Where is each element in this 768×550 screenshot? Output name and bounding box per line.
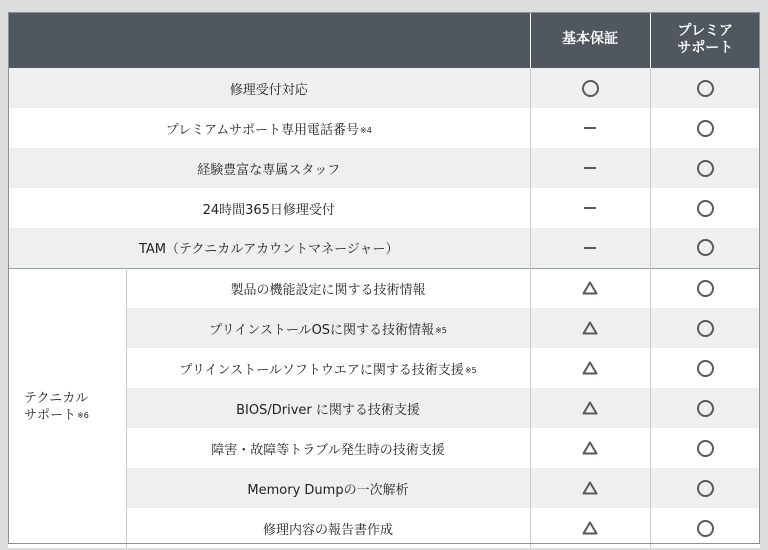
triangle-mark-icon bbox=[582, 281, 598, 295]
feature-label: 障害・故障等トラブル発生時の技術支援 bbox=[211, 442, 445, 458]
feature-label: 24時間365日修理受付 bbox=[202, 202, 335, 218]
premium-support-cell bbox=[650, 188, 760, 228]
feature-label: プレミアムサポート専用電話番号 bbox=[165, 122, 359, 138]
basic-warranty-cell bbox=[530, 108, 650, 148]
dash-mark-icon bbox=[584, 247, 596, 249]
premium-support-cell bbox=[650, 148, 760, 188]
feature-label-cell bbox=[8, 228, 530, 268]
premium-support-cell bbox=[650, 468, 760, 508]
table-row bbox=[8, 148, 760, 188]
comparison-table-frame bbox=[8, 12, 760, 544]
premium-support-cell bbox=[650, 428, 760, 468]
circle-mark-icon bbox=[697, 440, 714, 457]
basic-warranty-cell bbox=[530, 268, 650, 308]
basic-warranty-cell bbox=[530, 508, 650, 548]
table-row bbox=[8, 228, 760, 268]
feature-label: BIOS/Driver に関する技術支援 bbox=[236, 402, 420, 418]
feature-label: 製品の機能設定に関する技術情報 bbox=[230, 282, 426, 298]
basic-warranty-cell bbox=[530, 228, 650, 268]
feature-label-cell bbox=[126, 308, 530, 348]
feature-label-cell bbox=[126, 268, 530, 308]
feature-label: Memory Dumpの一次解析 bbox=[247, 482, 409, 498]
table-row bbox=[8, 68, 760, 108]
premium-support-cell bbox=[650, 348, 760, 388]
feature-label: プリインストールソフトウエアに関する技術支援 bbox=[179, 362, 464, 378]
circle-mark-icon bbox=[697, 480, 714, 497]
group-label-line1: テクニカル bbox=[24, 391, 89, 407]
basic-warranty-cell bbox=[530, 148, 650, 188]
circle-mark-icon bbox=[697, 320, 714, 337]
feature-label: 修理内容の報告書作成 bbox=[262, 522, 393, 538]
basic-warranty-cell bbox=[530, 348, 650, 388]
feature-label-cell bbox=[126, 388, 530, 428]
circle-mark-icon bbox=[582, 80, 599, 97]
footnote-ref: ※5 bbox=[464, 365, 477, 375]
circle-mark-icon bbox=[697, 160, 714, 177]
circle-mark-icon bbox=[697, 520, 714, 537]
header-feature-column bbox=[8, 12, 530, 68]
triangle-mark-icon bbox=[582, 481, 598, 495]
feature-label: プリインストールOSに関する技術情報 bbox=[209, 322, 435, 338]
circle-mark-icon bbox=[697, 400, 714, 417]
premium-support-cell bbox=[650, 508, 760, 548]
circle-mark-icon bbox=[697, 120, 714, 137]
premium-support-cell bbox=[650, 228, 760, 268]
header-premium-label-line1: プレミア bbox=[677, 22, 733, 39]
dash-mark-icon bbox=[584, 127, 596, 129]
footnote-ref: ※5 bbox=[435, 325, 447, 335]
footnote-ref: ※4 bbox=[360, 125, 372, 135]
basic-warranty-cell bbox=[530, 468, 650, 508]
feature-label-cell bbox=[126, 468, 530, 508]
table-row bbox=[8, 268, 760, 308]
premium-support-cell bbox=[650, 308, 760, 348]
premium-support-cell bbox=[650, 268, 760, 308]
basic-warranty-cell bbox=[530, 308, 650, 348]
premium-support-cell bbox=[650, 388, 760, 428]
table-row bbox=[8, 188, 760, 228]
triangle-mark-icon bbox=[582, 321, 598, 335]
circle-mark-icon bbox=[697, 80, 714, 97]
circle-mark-icon bbox=[697, 360, 714, 377]
feature-label: 経験豊富な専属スタッフ bbox=[197, 162, 341, 178]
circle-mark-icon bbox=[697, 200, 714, 217]
table-header-row bbox=[8, 12, 760, 68]
feature-label: 修理受付対応 bbox=[229, 82, 308, 98]
triangle-mark-icon bbox=[582, 521, 598, 535]
table-row bbox=[8, 108, 760, 148]
feature-label-cell bbox=[8, 148, 530, 188]
support-comparison-table bbox=[8, 12, 760, 548]
technical-support-group-label bbox=[8, 268, 126, 548]
basic-warranty-cell bbox=[530, 68, 650, 108]
basic-warranty-cell bbox=[530, 388, 650, 428]
header-premium-label-line2: サポート bbox=[677, 40, 734, 56]
triangle-mark-icon bbox=[582, 401, 598, 415]
feature-label-cell bbox=[126, 508, 530, 548]
feature-label-cell bbox=[8, 108, 530, 148]
footnote-ref: ※6 bbox=[77, 411, 89, 421]
table-body bbox=[8, 68, 760, 548]
feature-label: TAM（テクニカルアカウントマネージャー） bbox=[138, 242, 399, 258]
header-premium-support bbox=[650, 12, 760, 68]
group-label-line2: サポート bbox=[24, 408, 77, 424]
basic-warranty-cell bbox=[530, 428, 650, 468]
feature-label-cell bbox=[8, 68, 530, 108]
feature-label-cell bbox=[8, 188, 530, 228]
basic-warranty-cell bbox=[530, 188, 650, 228]
premium-support-cell bbox=[650, 68, 760, 108]
feature-label-cell bbox=[126, 348, 530, 388]
circle-mark-icon bbox=[697, 239, 714, 256]
triangle-mark-icon bbox=[582, 361, 598, 375]
premium-support-cell bbox=[650, 108, 760, 148]
feature-label-cell bbox=[126, 428, 530, 468]
dash-mark-icon bbox=[584, 207, 596, 209]
header-basic-label: 基本保証 bbox=[562, 31, 618, 48]
triangle-mark-icon bbox=[582, 441, 598, 455]
header-basic-warranty bbox=[530, 12, 650, 68]
dash-mark-icon bbox=[584, 167, 596, 169]
circle-mark-icon bbox=[697, 280, 714, 297]
